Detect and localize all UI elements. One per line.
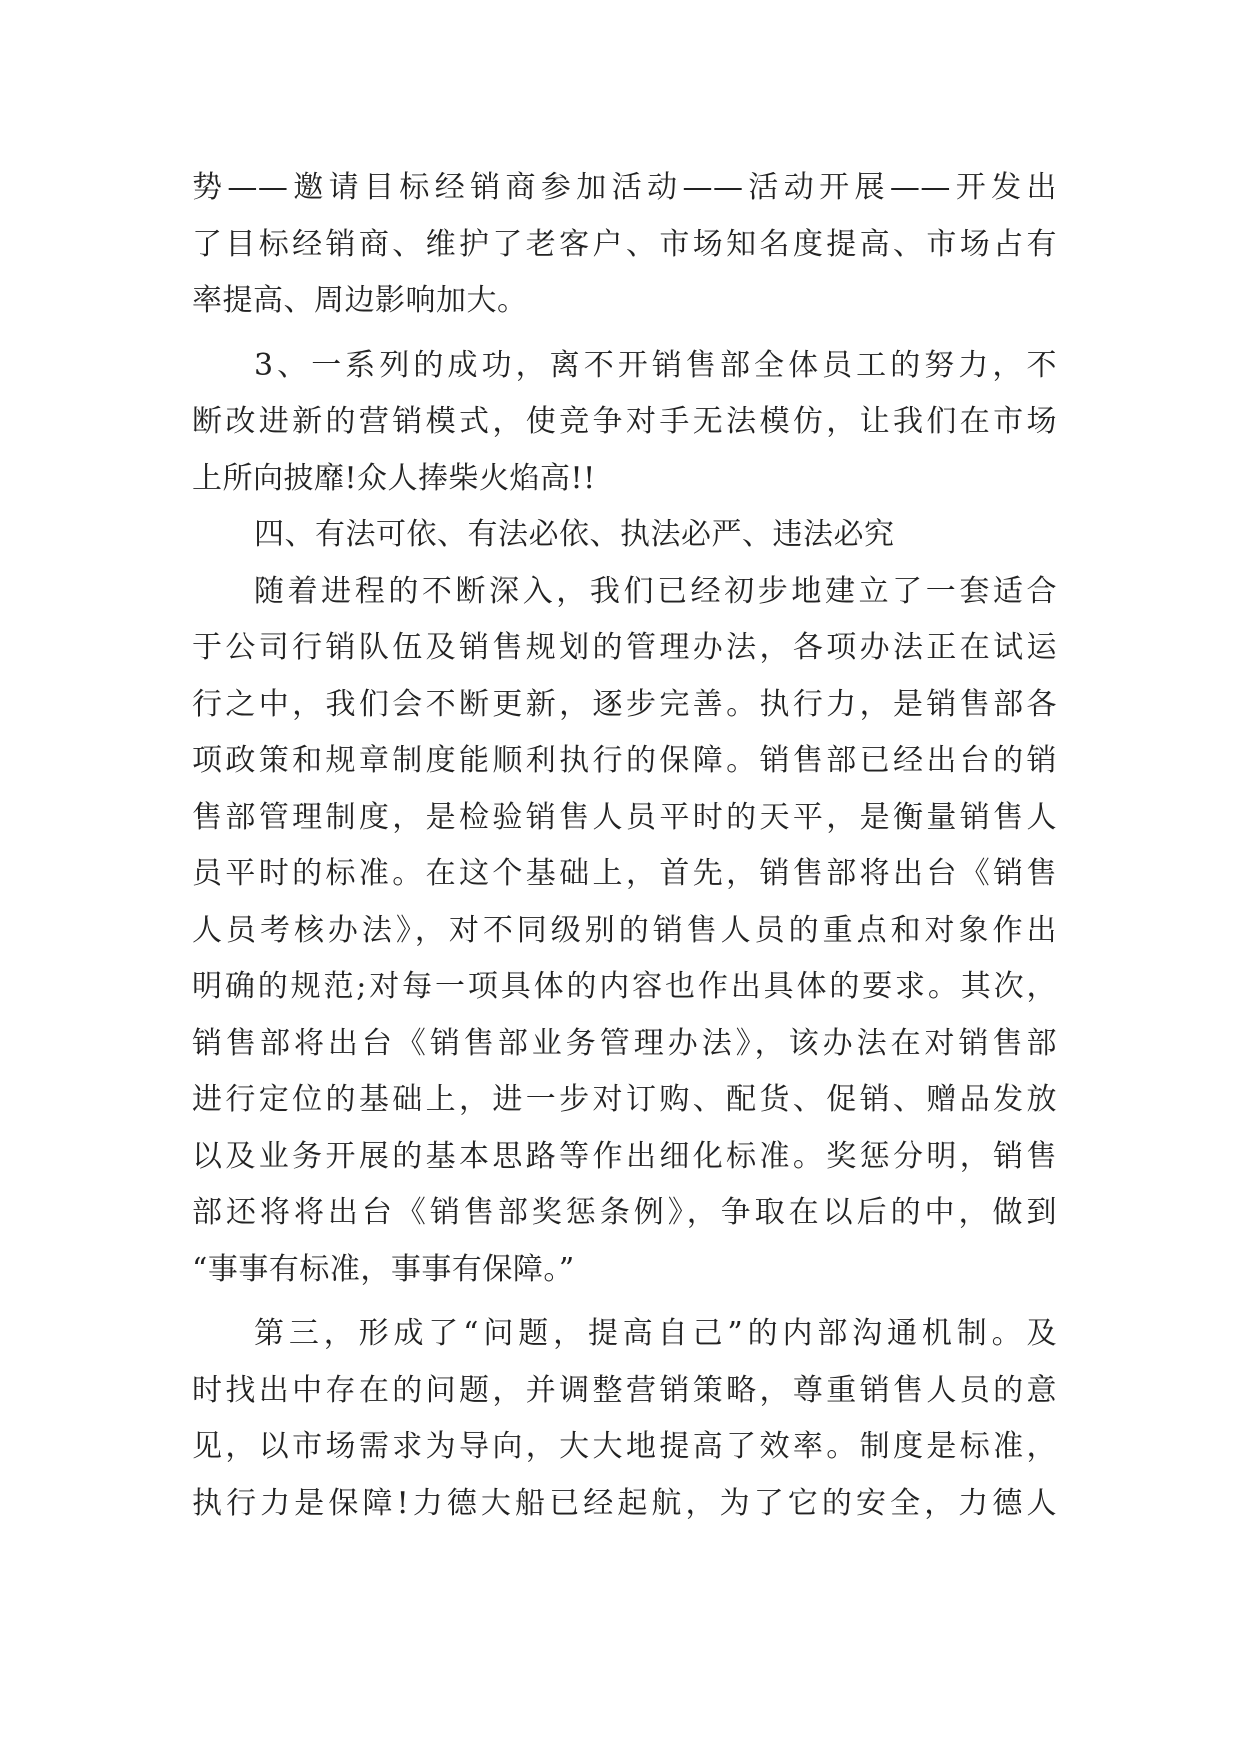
text-line: 人员考核办法》，对不同级别的销售人员的重点和对象作出: [192, 912, 1057, 948]
text-line: 行之中，我们会不断更新，逐步完善。执行力，是销售部各: [192, 686, 1057, 722]
text-line: 见，以市场需求为导向，大大地提高了效率。制度是标准，: [192, 1429, 1057, 1464]
paragraph: [192, 1306, 1057, 1532]
text-line: 部还将将出台《销售部奖惩条例》，争取在以后的中，做到: [192, 1195, 1057, 1230]
paragraph: [192, 160, 1057, 330]
paragraph: [192, 564, 1057, 1299]
text-line: 率提高、周边影响加大。: [192, 283, 528, 318]
text-line: 以及业务开展的基本思路等作出细化标准。奖惩分明，销售: [192, 1138, 1057, 1174]
text-line: 执行力是保障!力德大船已经起航，为了它的安全，力德人: [192, 1485, 1057, 1521]
section-heading: [192, 507, 1057, 564]
text-line: 势——邀请目标经销商参加活动——活动开展——开发出: [192, 170, 1057, 205]
text-line: 随着进程的不断深入，我们已经初步地建立了一套适合: [254, 573, 1057, 609]
text-line: 上所向披靡!众人捧柴火焰高!!: [192, 460, 596, 496]
text-line: 售部管理制度，是检验销售人员平时的天平，是衡量销售人: [192, 799, 1057, 835]
text-line: 了目标经销商、维护了老客户、市场知名度提高、市场占有: [192, 226, 1057, 262]
text-line: 销售部将出台《销售部业务管理办法》，该办法在对销售部: [192, 1025, 1057, 1061]
paragraph: [192, 338, 1057, 508]
text-line: 于公司行销队伍及销售规划的管理办法，各项办法正在试运: [192, 630, 1057, 665]
text-line: 第三，形成了“问题，提高自己”的内部沟通机制。及: [254, 1316, 1057, 1351]
document-page: [192, 160, 1057, 1532]
text-line: 四、有法可依、有法必依、执法必严、违法必究: [254, 517, 895, 552]
text-line: 项政策和规章制度能顺利执行的保障。销售部已经出台的销: [192, 743, 1057, 778]
text-line: 进行定位的基础上，进一步对订购、配货、促销、赠品发放: [192, 1082, 1057, 1117]
text-line: 时找出中存在的问题，并调整营销策略，尊重销售人员的意: [192, 1372, 1057, 1408]
text-line: 断改进新的营销模式，使竞争对手无法模仿，让我们在市场: [192, 404, 1057, 439]
text-line: 员平时的标准。在这个基础上，首先，销售部将出台《销售: [192, 856, 1057, 891]
text-line: 3、一系列的成功，离不开销售部全体员工的努力，不: [254, 347, 1057, 383]
text-line: 明确的规范;对每一项具体的内容也作出具体的要求。其次，: [192, 969, 1057, 1004]
text-line: “事事有标准，事事有保障。”: [192, 1251, 575, 1287]
